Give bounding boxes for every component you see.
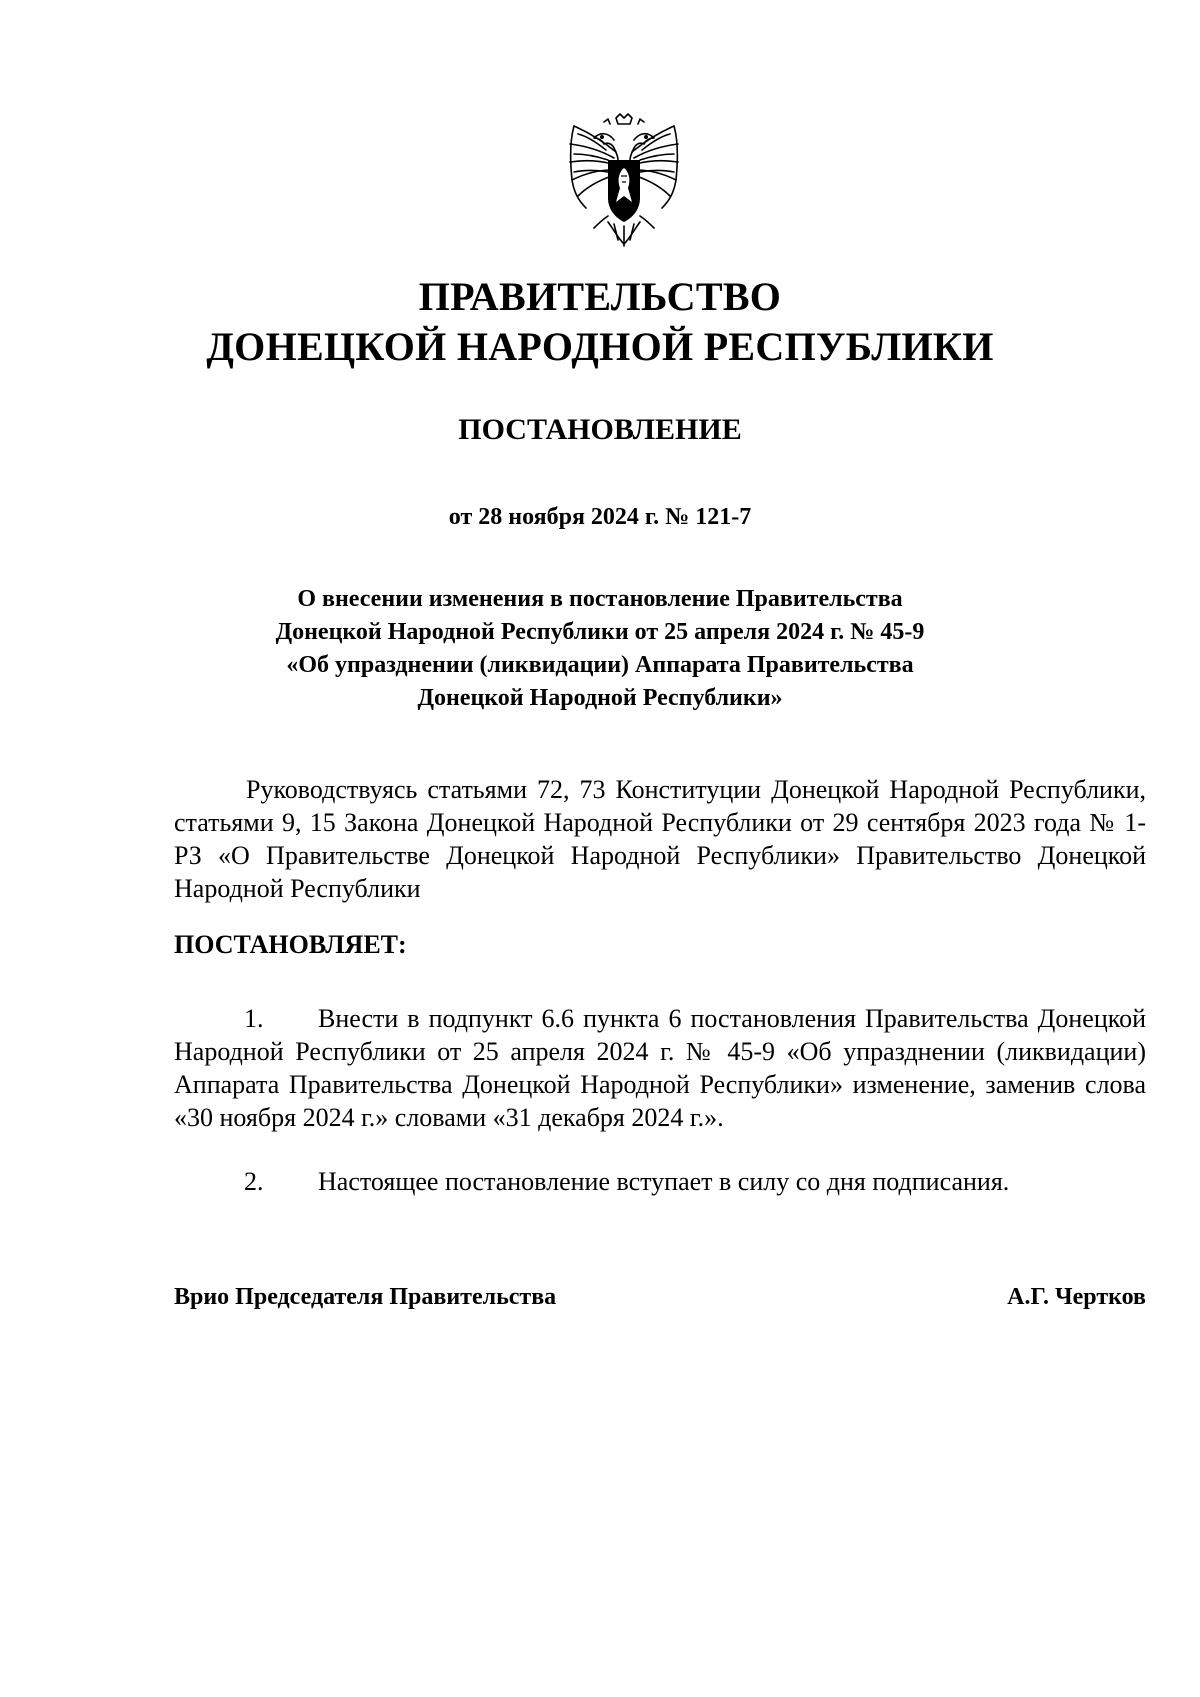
item-text: Настоящее постановление вступает в силу со дня подписания.	[318, 1167, 1010, 1196]
subject-line3: «Об упразднении (ликвидации) Аппарата Правительства	[286, 652, 914, 678]
government-title-line1: ПРАВИТЕЛЬСТВО	[418, 274, 782, 319]
government-title	[0, 272, 1200, 372]
resolution-item-1	[174, 1002, 1146, 1134]
document-date-number: от 28 ноября 2024 г. № 121-7	[448, 504, 752, 530]
resolves-heading: ПОСТАНОВЛЯЕТ:	[174, 930, 407, 959]
subject-line4: Донецкой Народной Республики»	[417, 685, 783, 711]
coat-of-arms-icon	[564, 112, 684, 252]
resolution-item-2	[174, 1165, 1146, 1198]
preamble-paragraph: Руководствуясь статьями 72, 73 Конституции Донецкой Народной Республики, статьями 9, 15 Закона Донецкой Народной Республики от 29 сентября 2023 года № 1-РЗ «О Правительстве Донецкой Народной Республики» Правительство Донецкой Народной Республики	[174, 775, 1146, 903]
signatory-position: Врио Председателя Правительства	[174, 1284, 557, 1310]
subject-line1: О внесении изменения в постановление Правительства	[297, 586, 903, 612]
document-type: ПОСТАНОВЛЕНИЕ	[458, 413, 742, 446]
document-subject	[0, 583, 1200, 715]
signatory-name: А.Г. Чертков	[1007, 1284, 1146, 1310]
subject-line2: Донецкой Народной Республики от 25 апреля 2024 г. № 45-9	[275, 619, 925, 645]
item-number: 2.	[244, 1167, 264, 1196]
item-text: Внести в подпункт 6.6 пункта 6 постановления Правительства Донецкой Народной Республики от 25 апреля 2024 г. № 45-9 «Об упразднении (ликвидации) Аппарата Правительства Донецкой Народной Республики» изменение, заменив слова «30 ноября 2024 г.» словами «31 декабря 2024 г.».	[174, 1004, 1146, 1132]
item-number: 1.	[244, 1004, 264, 1033]
government-title-line2: ДОНЕЦКОЙ НАРОДНОЙ РЕСПУБЛИКИ	[206, 324, 994, 369]
